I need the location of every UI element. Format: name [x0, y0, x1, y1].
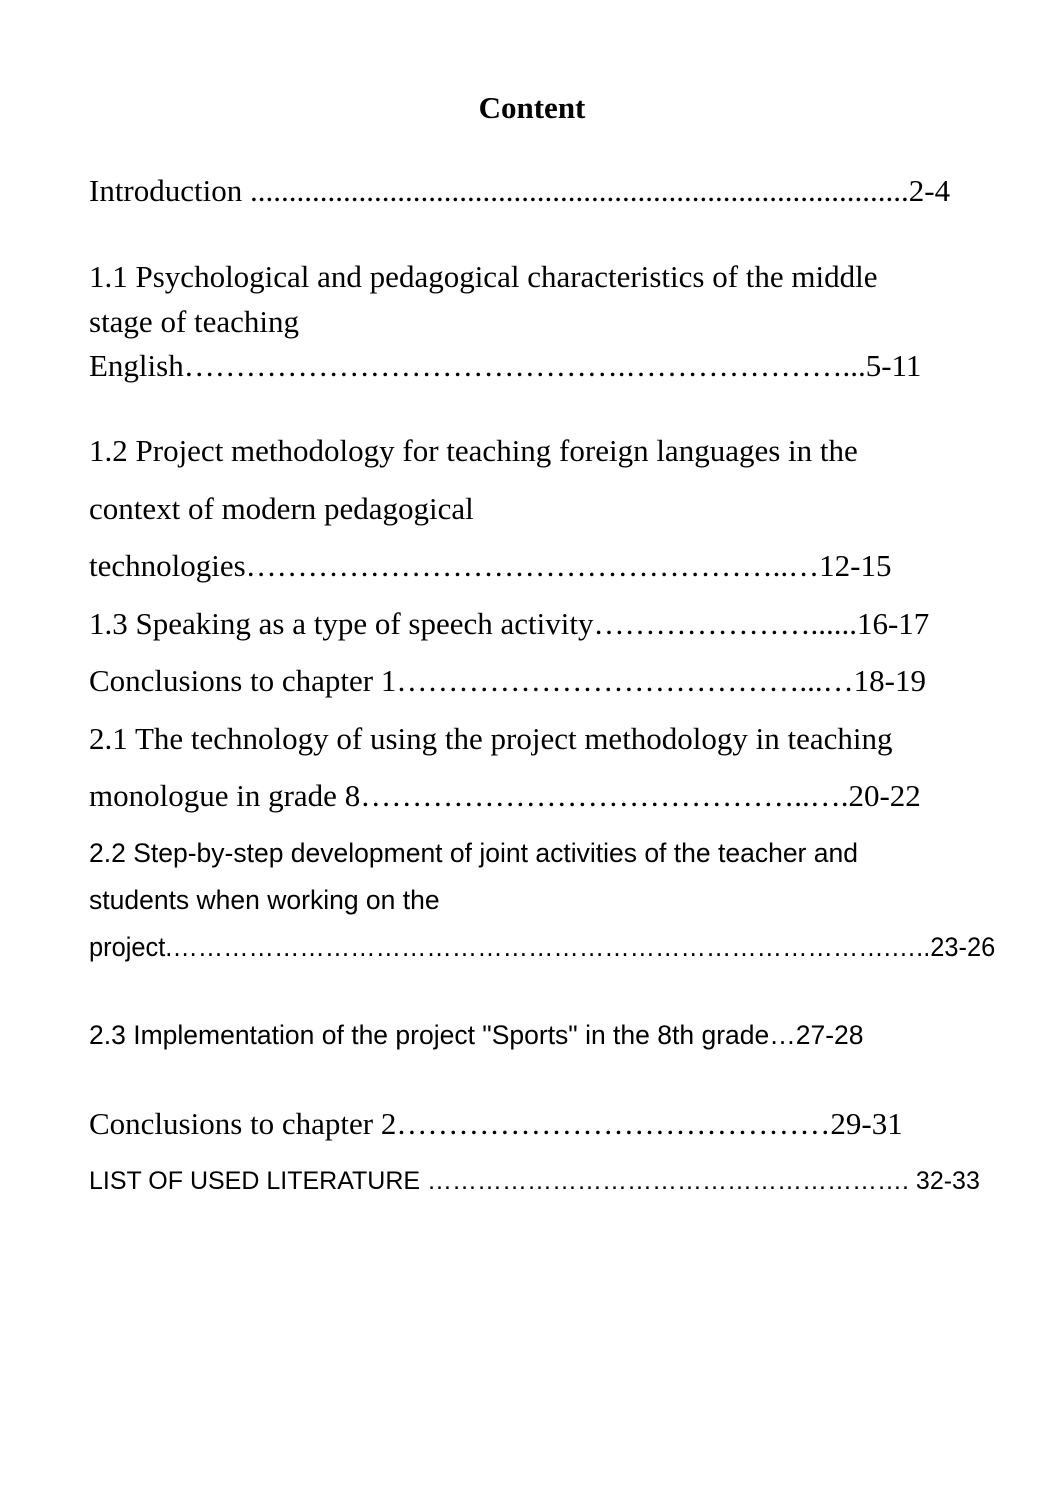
toc-entry-1-1-line-2: stage of teaching: [89, 304, 300, 339]
toc-entry-2-2-line-2: students when working on the: [89, 885, 440, 915]
toc-entry-1-1-line-3: English…………………………………….…………………...5-11: [89, 348, 922, 383]
toc-entry-1-2-line-1: 1.2 Project methodology for teaching foreign languages in the: [89, 433, 858, 468]
toc-entry-2-2-line-3: project.………………………………………………………………………….…..23-26: [89, 932, 996, 962]
toc-entry-1-2-line-2: context of modern pedagogical: [89, 491, 474, 526]
toc-entry-literature: LIST OF USED LITERATURE …………………………………………………. 32-33: [89, 1167, 980, 1195]
toc-entry-2-3: 2.3 Implementation of the project "Sports" in the 8th grade…27-28: [89, 1020, 864, 1050]
page-title: Content: [478, 90, 586, 125]
toc-entry-1-2-line-3: technologies……………………………………………..…12-15: [89, 548, 892, 583]
toc-entry-conclusions-1: Conclusions to chapter 1…………………………………...…18-19: [89, 663, 926, 698]
toc-entry-conclusions-2: Conclusions to chapter 2……………………………………29-31: [89, 1106, 903, 1141]
toc-entry-1-1-line-1: 1.1 Psychological and pedagogical characteristics of the middle: [89, 259, 878, 294]
toc-entry-2-2-line-1: 2.2 Step-by-step development of joint activities of the teacher and: [89, 838, 858, 868]
toc-entry-2-1-line-1: 2.1 The technology of using the project methodology in teaching: [89, 721, 893, 756]
toc-entry-introduction: Introduction .....................................................................................2-4: [89, 173, 951, 208]
toc-entry-1-3: 1.3 Speaking as a type of speech activity…………………......16-17: [89, 606, 930, 641]
toc-entry-2-1-line-2: monologue in grade 8……………………………………..….20-22: [89, 778, 921, 813]
